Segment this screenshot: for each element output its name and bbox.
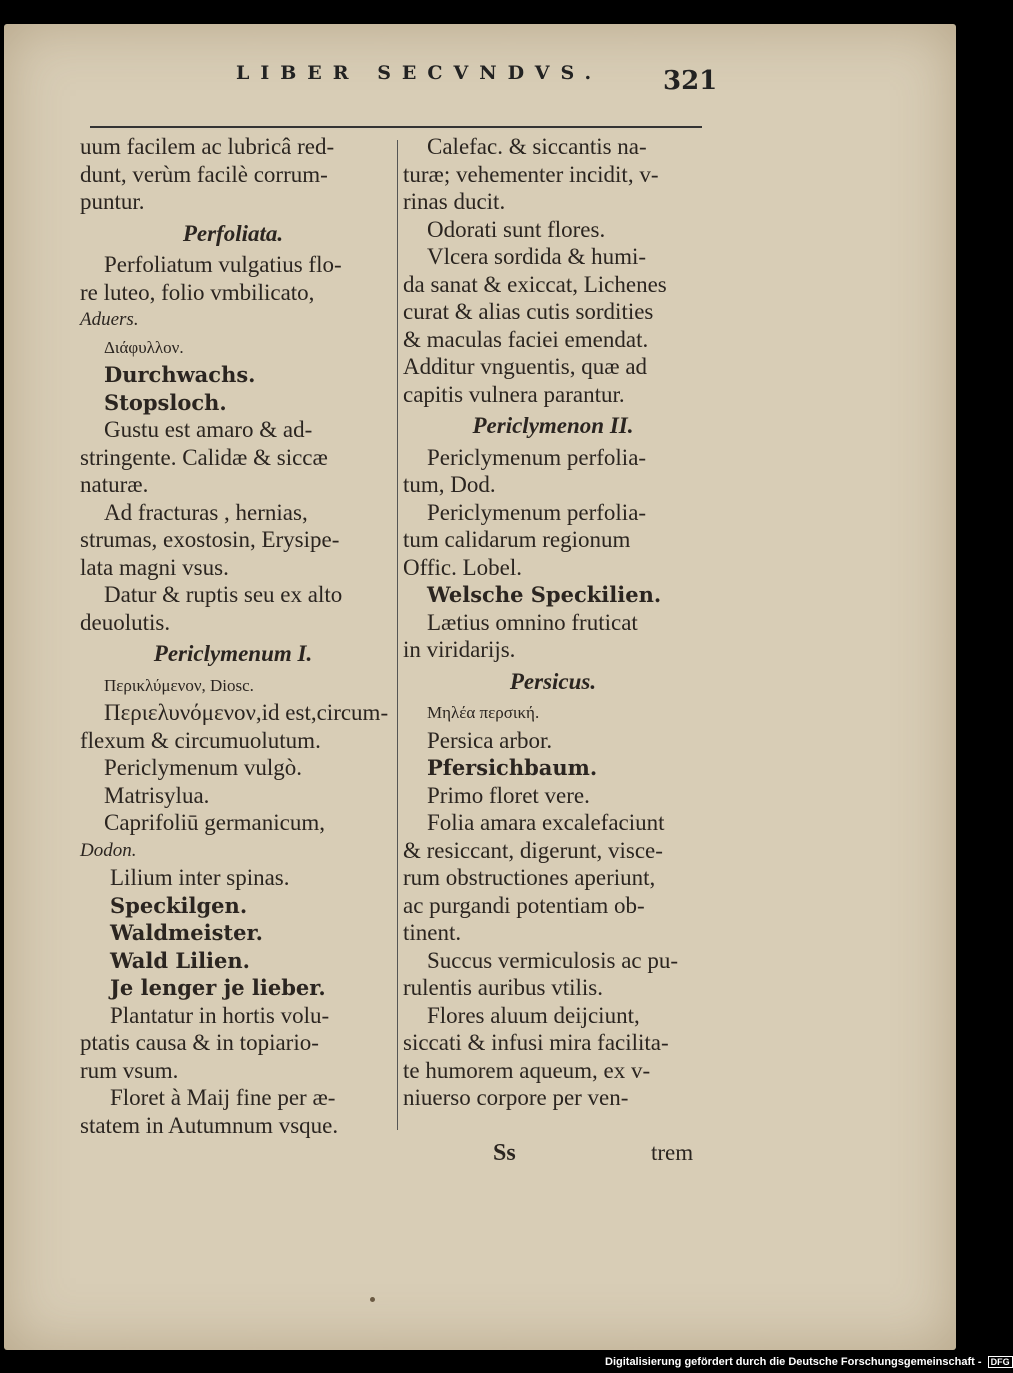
text-line: Matrisylua. — [104, 782, 210, 808]
text-line: Lætius omnino fruticat — [427, 609, 638, 635]
text-line: capitis vulnera parantur. — [403, 381, 625, 407]
text-line: Periclymenum perfolia- — [427, 499, 647, 525]
text-line: tinent. — [403, 920, 462, 945]
text-line: stringente. Calidæ & siccæ — [80, 444, 328, 470]
header-rule — [90, 126, 702, 128]
left-column — [80, 133, 389, 1139]
text-line: ac purgandi potentiam ob- — [403, 892, 645, 918]
text-line: Wald Lilien. — [110, 947, 250, 973]
text-line: Succus vermiculosis ac pu- — [427, 947, 679, 973]
text-line: rulentis auribus vtilis. — [403, 975, 603, 1000]
credit-text: Digitalisierung gefördert durch die Deutsche Forschungsgemeinschaft - — [605, 1356, 982, 1368]
text-line: curat & alias cutis sordities — [403, 299, 654, 324]
text-line: Aduers. — [80, 309, 139, 330]
text-line: Odorati sunt flores. — [427, 216, 606, 242]
digitization-credit — [605, 1356, 1013, 1368]
section-heading: Persicus. — [509, 668, 597, 694]
text-line: Lilium inter spinas. — [110, 865, 290, 890]
running-head: LIBER SECVNDVS. — [236, 62, 603, 84]
text-line: Periclymenum vulgò. — [104, 755, 303, 780]
text-line: Floret à Maij fine per æ- — [110, 1085, 336, 1110]
text-line: puntur. — [80, 189, 145, 214]
text-line: turæ; vehementer incidit, v- — [403, 161, 659, 187]
text-line: Dodon. — [80, 839, 137, 861]
text-line: Μηλέα περσική. — [427, 703, 540, 722]
text-line: Stopsloch. — [104, 389, 227, 415]
text-line: Persica arbor. — [427, 727, 553, 753]
text-line: Calefac. & siccantis na- — [427, 134, 647, 159]
text-line: Περιελυνόμενον,id est,circum- — [104, 700, 389, 725]
text-line: niuerso corpore per ven- — [403, 1085, 629, 1110]
text-line: tum calidarum regionum — [403, 527, 631, 552]
text-line: tum, Dod. — [403, 472, 496, 497]
text-line: Perfoliatum vulgatius flo- — [104, 252, 342, 277]
text-line: deuolutis. — [80, 609, 171, 635]
text-line: te humorem aqueum, ex v- — [403, 1057, 651, 1083]
text-line: Περικλύμενον, Diosc. — [104, 675, 254, 695]
text-line: dunt, verùm facilè corrum- — [80, 161, 328, 187]
text-line: Datur & ruptis seu ex alto — [104, 582, 343, 607]
text-line: rinas ducit. — [403, 189, 506, 214]
signature-mark: Ss — [493, 1140, 516, 1166]
text-line: Caprifoliū germanicum, — [104, 810, 325, 835]
page-speck — [370, 1297, 375, 1302]
text-line: Speckilgen. — [110, 892, 248, 918]
column-divider — [397, 140, 398, 1130]
text-line: strumas, exostosin, Erysipe- — [80, 527, 340, 552]
text-line: Pfersichbaum. — [427, 755, 598, 780]
text-line: naturæ. — [80, 472, 149, 497]
text-line: Gustu est amaro & ad- — [104, 417, 313, 442]
text-line: Plantatur in hortis volu- — [110, 1002, 330, 1028]
dfg-logo: DFG — [988, 1356, 1013, 1368]
text-line: Je lenger je lieber. — [110, 975, 326, 1000]
text-line: in viridarijs. — [403, 637, 516, 662]
text-line: uum facilem ac lubricâ red- — [80, 134, 335, 159]
text-line: Additur vnguentis, quæ ad — [403, 354, 648, 379]
text-line: Primo floret vere. — [427, 782, 590, 808]
page-number: 321 — [663, 66, 718, 96]
text-line: Waldmeister. — [110, 920, 263, 945]
text-line: rum vsum. — [80, 1057, 179, 1083]
text-line: Welsche Speckilien. — [427, 582, 662, 607]
text-line: & maculas faciei emendat. — [403, 326, 649, 352]
text-line: Folia amara excalefaciunt — [427, 810, 665, 835]
section-heading: Periclymenon II. — [472, 413, 634, 438]
text-line: re luteo, folio vmbilicato, — [80, 279, 315, 305]
text-line: statem in Autumnum vsque. — [80, 1112, 339, 1138]
text-line: & resiccant, digerunt, visce- — [403, 837, 663, 863]
right-column — [403, 133, 703, 1112]
text-line: Ad fracturas , hernias, — [104, 499, 308, 525]
section-heading: Perfoliata. — [182, 220, 284, 246]
text-line: ptatis causa & in topiario- — [80, 1030, 319, 1055]
text-line: Vlcera sordida & humi- — [427, 244, 647, 269]
text-line: siccati & infusi mira facilita- — [403, 1030, 669, 1055]
section-heading: Periclymenum I. — [153, 641, 313, 666]
text-line: Offic. Lobel. — [403, 554, 523, 580]
text-line: Flores aluum deijciunt, — [427, 1002, 640, 1028]
text-line: da sanat & exiccat, Lichenes — [403, 271, 667, 297]
text-line: Διάφυλλον. — [104, 337, 184, 357]
text-line: rum obstructiones aperiunt, — [403, 865, 656, 890]
text-line: flexum & circumuolutum. — [80, 727, 321, 753]
catchword: trem — [651, 1140, 694, 1165]
text-line: lata magni vsus. — [80, 554, 229, 580]
text-line: Periclymenum perfolia- — [427, 444, 647, 470]
text-line: Durchwachs. — [104, 362, 256, 387]
